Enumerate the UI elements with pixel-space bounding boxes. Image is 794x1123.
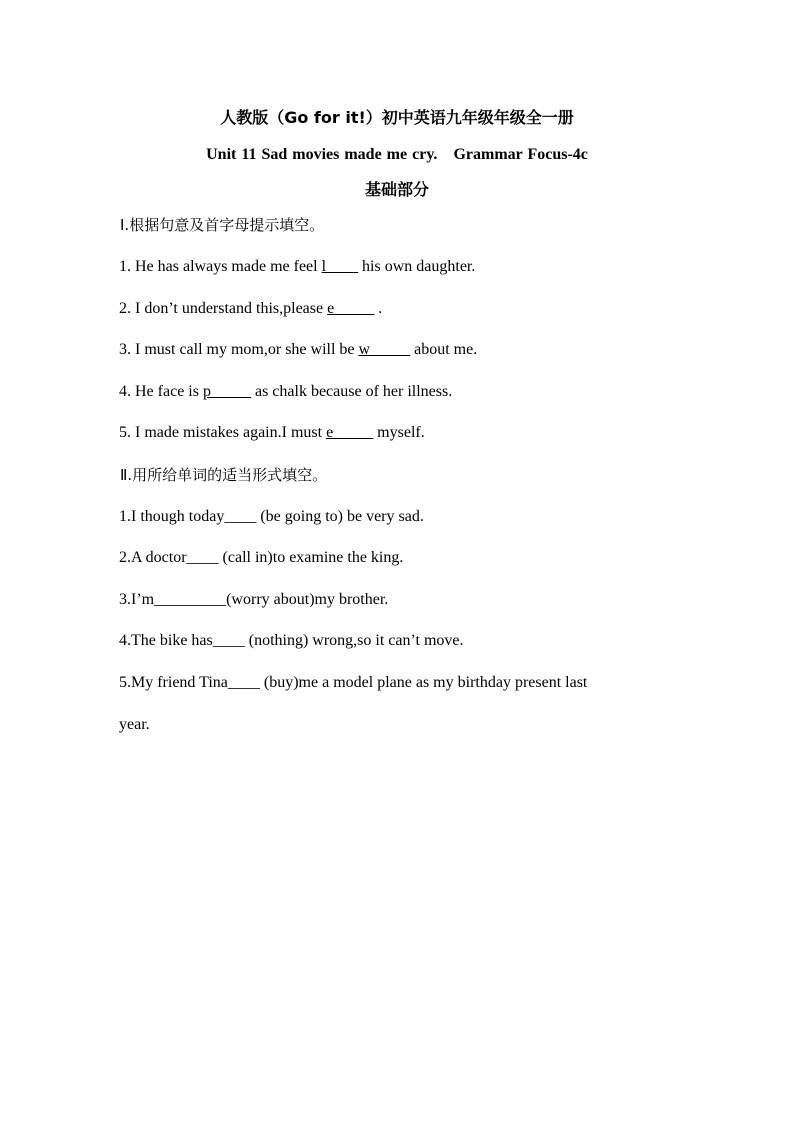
part2-item-5: 5.My friend Tina____ (buy)me a model plane as my birthday present last <box>119 674 588 691</box>
part2-item-4: 4.The bike has____ (nothing) wrong,so it can’t move. <box>119 632 464 649</box>
item-text: 1. He has always made me feel <box>119 258 322 275</box>
item-text: 3. I must call my mom,or she will be <box>119 341 359 358</box>
item-text: 2. I don’t understand this,please <box>119 300 328 317</box>
part2-item-5-continued: year. <box>119 716 150 733</box>
item-text: his own daughter. <box>358 258 476 275</box>
document-subtitle <box>0 142 794 168</box>
item-text: myself. <box>373 424 425 441</box>
unit-title: Unit 11 Sad movies made me cry. <box>206 146 438 163</box>
fill-blank: e_____ <box>327 300 375 317</box>
item-text: as chalk because of her illness. <box>250 383 453 400</box>
fill-blank: l____ <box>321 258 359 275</box>
item-text: . <box>374 300 383 317</box>
part1-item-3 <box>119 337 699 363</box>
fill-blank: p_____ <box>202 383 251 400</box>
part1-item-5 <box>119 420 699 446</box>
part1-item-1 <box>119 254 699 280</box>
part2-item-3: 3.I’m_________(worry about)my brother. <box>119 591 389 608</box>
lesson-title: Grammar Focus-4c <box>453 146 588 163</box>
item-text: about me. <box>410 341 478 358</box>
item-text: 5. I made mistakes again.I must <box>119 424 327 441</box>
part1-item-2 <box>119 296 699 322</box>
part2-item-2: 2.A doctor____ (call in)to examine the king. <box>119 549 404 566</box>
part2-heading: Ⅱ.用所给单词的适当形式填空。 <box>120 466 328 484</box>
fill-blank: w_____ <box>358 341 411 358</box>
document-title: 人教版（Go for it!）初中英语九年级年级全一册 <box>220 108 574 127</box>
item-text: 4. He face is <box>119 383 203 400</box>
part1-heading: Ⅰ.根据句意及首字母提示填空。 <box>120 216 325 234</box>
fill-blank: e_____ <box>326 424 374 441</box>
part2-item-1: 1.I though today____ (be going to) be very sad. <box>119 508 424 525</box>
part1-item-4 <box>119 379 699 405</box>
section-label: 基础部分 <box>364 180 429 199</box>
